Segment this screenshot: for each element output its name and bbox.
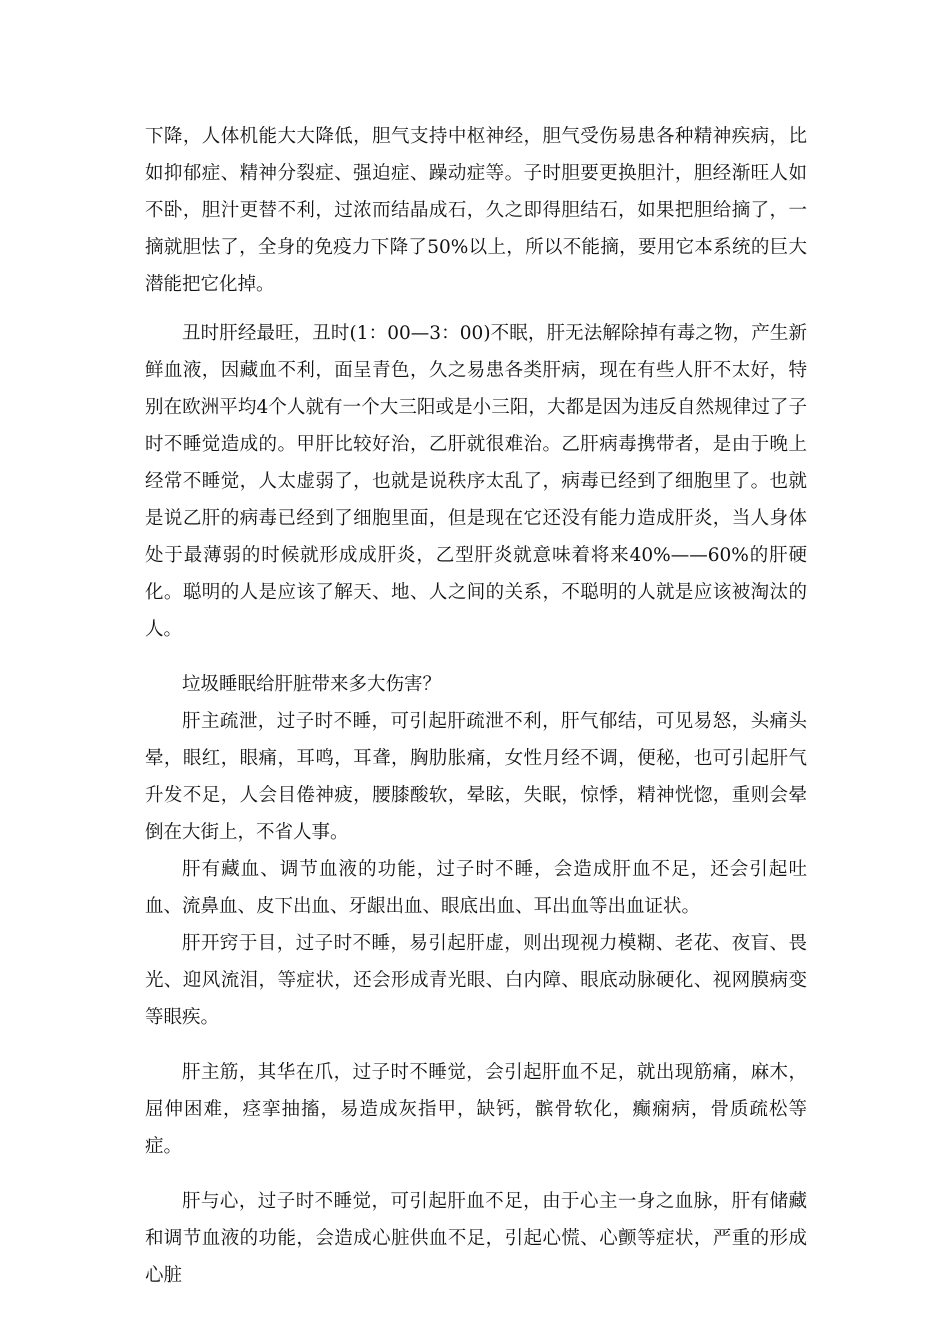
paragraph-liver-eyes: 肝开窍于目，过子时不睡，易引起肝虚，则出现视力模糊、老花、夜盲、畏光、迎风流泪，等症状，还会形成青光眼、白内障、眼底动脉硬化、视网膜病变等眼疾。 [145,933,807,1028]
paragraph-liver-blood-storage: 肝有藏血、调节血液的功能，过子时不睡，会造成肝血不足，还会引起吐血、流鼻血、皮下出血、牙龈出血、眼底出血、耳出血等出血证状。 [145,859,807,917]
paragraph-gap [145,1036,807,1054]
paragraph-liver-heart: 肝与心，过子时不睡觉，可引起肝血不足，由于心主一身之血脉，肝有储藏和调节血液的功能，会造成心脏供血不足，引起心慌、心颤等症状，严重的形成心脏 [145,1191,807,1286]
paragraph-gap [145,303,807,315]
paragraph-gap [145,648,807,666]
paragraph-chou-hour-liver: 丑时肝经最旺，丑时(1：00—3：00)不眠，肝无法解除掉有毒之物，产生新鲜血液，因藏血不利，面呈青色，久之易患各类肝病，现在有些人肝不太好，特别在欧洲平均4个人就有一个大三阳或是小三阳，大都是因为违反自然规律过了子时不睡觉造成的。甲肝比较好治，乙肝就很难治。乙肝病毒携带者，是由于晚上经常不睡觉，人太虚弱了，也就是说秩序太乱了，病毒已经到了细胞里了。也就是说乙肝的病毒已经到了细胞里面，但是现在它还没有能力造成肝炎，当人身体处于最薄弱的时候就形成成肝炎，乙型肝炎就意味着将来40%——60%的肝硬化。聪明的人是应该了解天、地、人之间的关系，不聪明的人就是应该被淘汰的人。 [145,323,807,640]
paragraph-liver-dispersion: 肝主疏泄，过子时不睡，可引起肝疏泄不利，肝气郁结，可见易怒，头痛头晕，眼红，眼痛，耳鸣，耳聋，胸肋胀痛，女性月经不调，便秘，也可引起肝气升发不足，人会目倦神疲，腰膝酸软，晕眩，失眠，惊悸，精神恍惚，重则会晕倒在大街上，不省人事。 [145,711,807,843]
document-body [145,118,807,1294]
paragraph-gap [145,1165,807,1183]
paragraph-gallbladder-continued: 下降，人体机能大大降低，胆气支持中枢神经，胆气受伤易患各种精神疾病，比如抑郁症、精神分裂症、强迫症、躁动症等。子时胆要更换胆汁，胆经渐旺人如不卧，胆汁更替不利，过浓而结晶成石，久之即得胆结石，如果把胆给摘了，一摘就胆怯了，全身的免疫力下降了50%以上，所以不能摘，要用它本系统的巨大潜能把它化掉。 [145,126,807,295]
section-heading: 垃圾睡眠给肝脏带来多大伤害？ [182,674,442,695]
paragraph-liver-tendons: 肝主筋，其华在爪，过子时不睡觉，会引起肝血不足，就出现筋痛，麻木，屈伸困难，痉挛抽搐，易造成灰指甲，缺钙，髌骨软化，癫痫病，骨质疏松等症。 [145,1062,807,1157]
